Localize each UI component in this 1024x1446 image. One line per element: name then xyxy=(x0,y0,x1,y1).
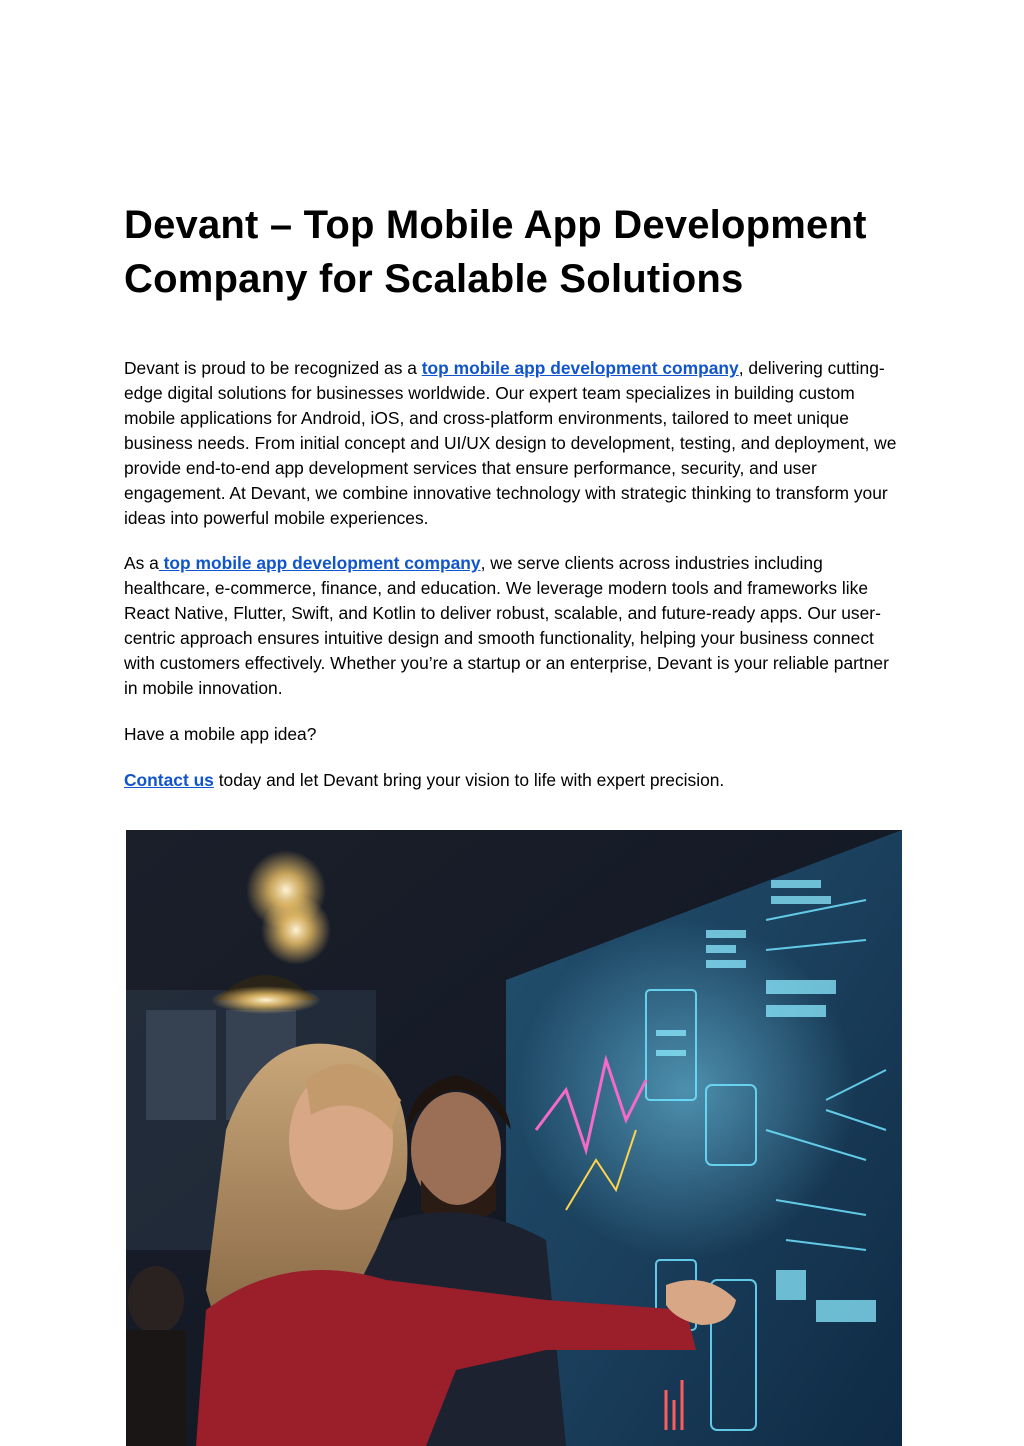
document-page xyxy=(124,198,904,790)
page-title xyxy=(124,198,904,306)
intro-paragraph xyxy=(124,356,904,531)
team-at-digital-screen-illustration xyxy=(126,830,902,1446)
p2-text-before: As a xyxy=(124,553,159,573)
hero-image xyxy=(126,830,902,1446)
p1-text-after: , delivering cutting-edge digital solutions for businesses worldwide. Our expert team specializes in building custom mobile applications for Android, iOS, and cross-platform environments, tailored to meet unique business needs. From initial concept and UI/UX design to development, testing, and deployment, we provide end-to-end app development services that ensure performance, security, and user engagement. At Devant, we combine innovative technology with strategic thinking to transform your ideas into powerful mobile experiences. xyxy=(124,358,897,528)
contact-us-link[interactable]: Contact us xyxy=(124,770,214,790)
p1-text-before: Devant is proud to be recognized as a xyxy=(124,358,422,378)
services-paragraph xyxy=(124,551,904,701)
p4-text-after: today and let Devant bring your vision to life with expert precision. xyxy=(213,770,725,790)
top-mobile-app-link-1[interactable]: top mobile app development company xyxy=(421,358,739,378)
contact-paragraph xyxy=(124,768,904,793)
cta-question: Have a mobile app idea? xyxy=(124,724,317,744)
top-mobile-app-link-2[interactable]: top mobile app development company xyxy=(158,553,481,573)
title-line-1: Devant – Top Mobile App Development xyxy=(124,203,867,247)
title-line-2: Company for Scalable Solutions xyxy=(124,257,744,301)
p2-text-after: , we serve clients across industries including healthcare, e-commerce, finance, and education. We leverage modern tools and frameworks like React Native, Flutter, Swift, and Kotlin to deliver robust, scalable, and future-ready apps. Our user-centric approach ensures intuitive design and smooth functionality, helping your business connect with customers effectively. Whether you’re a startup or an enterprise, Devant is your reliable partner in mobile innovation. xyxy=(124,553,889,698)
